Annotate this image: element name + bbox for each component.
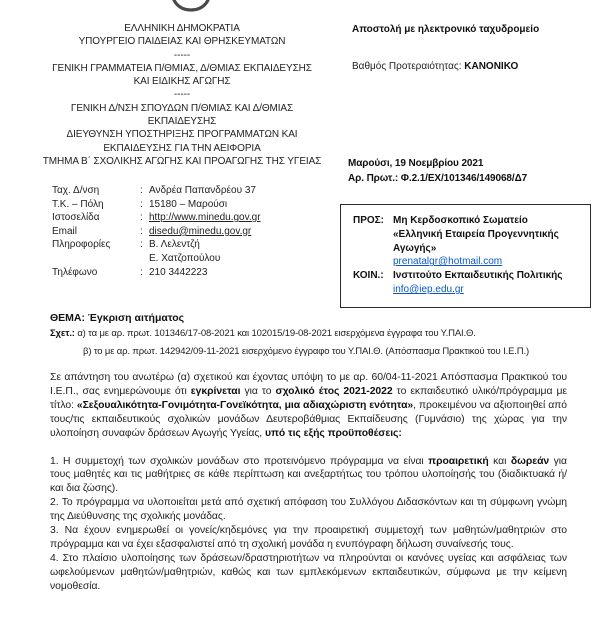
contact-label: Ταχ. Δ/νση (52, 185, 100, 196)
text-run: για τους μαθητές και τις μαθήτριες σε κάθε περίπτωση και ανεξαρτήτως του τρόπου υλοποίησής του (διαδικτυακά ή/και δια ζώσης). (50, 455, 567, 495)
colon (140, 252, 149, 266)
contact-value: Β. Λελεντζή (149, 239, 200, 251)
colon: : (140, 185, 143, 196)
header-divider: ----- (173, 89, 191, 101)
header-line: ΕΚΠΑΙΔΕΥΣΗΣ (147, 116, 217, 128)
text-run: το εκπαιδευτικό υλικό/πρόγραμμα με τίτλο: (50, 385, 567, 411)
protocol-number: Αρ. Πρωτ.: Φ.2.1/ΕΧ/101346/149068/Δ7 (348, 173, 528, 184)
reference-line-a (50, 327, 590, 342)
place-date: Μαρούσι, 19 Νοεμβρίου 2021 (348, 158, 484, 169)
contact-value: 210 3442223 (149, 266, 208, 278)
header-line: ΓΕΝΙΚΗ ΓΡΑΜΜΑΤΕΙΑ Π/ΘΜΙΑΣ, Δ/ΘΜΙΑΣ ΕΚΠΑΙΔΕΥΣΗΣ (52, 62, 312, 74)
condition-3 (50, 524, 567, 552)
header-line: ΔΙΕΥΘΥΝΣΗ ΥΠΟΣΤΗΡΙΞΗΣ ΠΡΟΓΡΑΜΜΑΤΩΝ ΚΑΙ (66, 129, 298, 141)
email-link[interactable]: disedu@minedu.gov.gr (149, 225, 252, 237)
ref-label: Σχετ.: (50, 328, 75, 339)
pros-line: «Ελληνική Εταιρεία Προγεννητικής (393, 228, 559, 240)
contact-row-postcode-city (52, 198, 352, 212)
header-line: ΕΛΛΗΝΙΚΗ ΔΗΜΟΚΡΑΤΙΑ (124, 23, 240, 34)
contact-value: Ε. Χατζοπούλου (149, 252, 221, 264)
condition-4 (50, 552, 567, 594)
subject-line: ΘΕΜΑ: Έγκριση αιτήματος (50, 312, 185, 324)
reference-line-b: β) το με αρ. πρωτ. 142942/09-11-2021 εισερχόμενο έγγραφο του Υ.ΠΑΙ.Θ. (Απόσπασμα Πρακτικού του Ι.Ε.Π.) (83, 345, 529, 357)
text-run: «Σεξουαλικότητα-Γονιμότητα-Γονεϊκότητα, μια αδιαχώριστη ενότητα» (76, 399, 414, 411)
text-run: Σε απάντηση του ανωτέρω (α) σχετικού και έχοντας υπόψη το με αρ. 60/04-11-2021 Απόσπασμα Πρακτικού του Ι.Ε.Π., σας ενημερώνουμε ότι (50, 372, 567, 397)
text-run: 1. Η συμμετοχή των σχολικών μονάδων στο προτεινόμενο πρόγραμμα να είναι (50, 455, 429, 467)
text-run: και (488, 455, 511, 467)
header-line: ΓΕΝΙΚΗ Δ/ΝΣΗ ΣΠΟΥΔΩΝ Π/ΘΜΙΑΣ ΚΑΙ Δ/ΘΜΙΑΣ (70, 102, 294, 114)
contact-label (52, 252, 140, 266)
text-run: για το (240, 385, 276, 397)
contact-row-info-person-2 (52, 252, 352, 266)
header-divider: ----- (173, 49, 191, 61)
colon: : (140, 198, 143, 210)
contact-label: Τ.Κ. – Πόλη (52, 198, 104, 210)
colon: : (140, 212, 143, 224)
pros-line: Αγωγής» (393, 242, 437, 254)
header-line: ΤΜΗΜΑ Β΄ ΣΧΟΛΙΚΗΣ ΑΓΩΓΗΣ ΚΑΙ ΠΡΟΑΓΩΓΗΣ ΤΗΣ ΥΓΕΙΑΣ (42, 155, 322, 167)
text-run: 4. Στο πλαίσιο υλοποίησης των δράσεων/δραστηριοτήτων να πληρούνται οι κανόνες υγείας και ασφάλειας των ωφελούμενων μαθητών/μαθητριών, καθώς και των εμπλεκόμενων εκπαιδευτικών, σύμφωνα με την κείμενη νομοθεσία. (50, 552, 567, 592)
condition-2 (50, 496, 567, 524)
text-run: 3. Να έχουν ενημερωθεί οι γονείς/κηδεμόνες για την προαιρετική συμμετοχή των μαθητών/μαθητριών στο πρόγραμμα και να έχει εξασφαλιστεί από τη σχολική μονάδα η ενυπόγραφη δήλωση συναίνεσής τους. (50, 525, 567, 550)
text-run: εγκρίνεται (190, 385, 241, 397)
pros-line: Μη Κερδοσκοπικό Σωματείο (393, 215, 528, 226)
header-line: ΥΠΟΥΡΓΕΙΟ ΠΑΙΔΕΙΑΣ ΚΑΙ ΘΡΗΣΚΕΥΜΑΤΩΝ (78, 36, 286, 48)
contact-value: 15180 – Μαρούσι (149, 198, 228, 210)
contact-row-email (52, 225, 352, 239)
date-protocol-block (348, 156, 594, 186)
recipients-box (340, 204, 591, 308)
koin-email-link[interactable]: info@iep.edu.gr (393, 283, 464, 295)
ref-a-text: α) τα με αρ. πρωτ. 101346/17-08-2021 και 102015/19-08-2021 εισερχόμενα έγγραφα του Υ.ΠΑΙ.Θ. (77, 328, 476, 339)
koin-line: Ινστιτούτο Εκπαιδευτικής Πολιτικής (393, 270, 563, 282)
colon: : (140, 239, 143, 251)
contact-label: Πληροφορίες (52, 239, 111, 251)
contact-row-info-person-1 (52, 238, 352, 252)
text-run: υπό τις εξής προϋποθέσεις: (264, 427, 402, 439)
website-link[interactable]: http://www.minedu.gov.gr (149, 212, 261, 224)
pros-content (393, 214, 582, 269)
greek-national-emblem-icon (163, 0, 219, 14)
recipient-koin (353, 269, 582, 297)
text-run: , προκειμένου να αξιοποιηθεί από τους/τις εκπαιδευτικούς σχολικών μονάδων Δευτεροβάθμιας Εκπαίδευσης (Γυμνάσιο) της χώρας για την υλοποίηση συναφών δράσεων Αγωγής Υγείας, (50, 399, 567, 439)
contact-row-address (52, 184, 352, 198)
contact-row-website (52, 211, 352, 225)
priority-line (352, 61, 592, 72)
priority-value-text: ΚΑΝΟΝΙΚΟ (464, 61, 519, 72)
letter-body (50, 371, 567, 594)
dispatch-method-note: Αποστολή με ηλεκτρονικό ταχυδρομείο (352, 24, 540, 35)
condition-1 (50, 455, 567, 497)
subject-block (50, 312, 590, 359)
text-run: σχολικό έτος 2021-2022 (275, 385, 393, 397)
pros-label: ΠΡΟΣ: (353, 215, 385, 226)
contact-label: Email (52, 225, 78, 237)
intro-paragraph (50, 371, 567, 441)
ministry-header (14, 22, 350, 168)
colon: : (140, 225, 143, 237)
text-run: 2. Το πρόγραμμα να υλοποιείται μετά από σχετική απόφαση του Συλλόγου Διδασκόντων και τη σύμφωνη γνώμη της Διεύθυνσης της σχολικής μονάδας. (50, 497, 567, 523)
contact-info (52, 184, 352, 279)
contact-row-phone (52, 266, 352, 280)
koin-content (393, 269, 582, 297)
recipient-pros (353, 214, 582, 269)
contact-label: Ιστοσελίδα (52, 212, 100, 224)
contact-label: Τηλέφωνο (52, 266, 98, 278)
contact-value: Ανδρέα Παπανδρέου 37 (149, 185, 256, 196)
koin-label: ΚΟΙΝ.: (353, 270, 384, 282)
pros-email-link[interactable]: prenatalgr@hotmail.com (393, 256, 503, 268)
text-run: δωρεάν (510, 455, 550, 467)
text-run: προαιρετική (428, 455, 489, 467)
header-line: ΕΚΠΑΙΔΕΥΣΗΣ ΓΙΑ ΤΗΝ ΑΕΙΦΟΡΙΑ (103, 142, 261, 154)
header-line: ΚΑΙ ΕΙΔΙΚΗΣ ΑΓΩΓΗΣ (133, 76, 231, 88)
colon: : (140, 266, 143, 278)
priority-label: Βαθμός Προτεραιότητας: (352, 61, 462, 72)
